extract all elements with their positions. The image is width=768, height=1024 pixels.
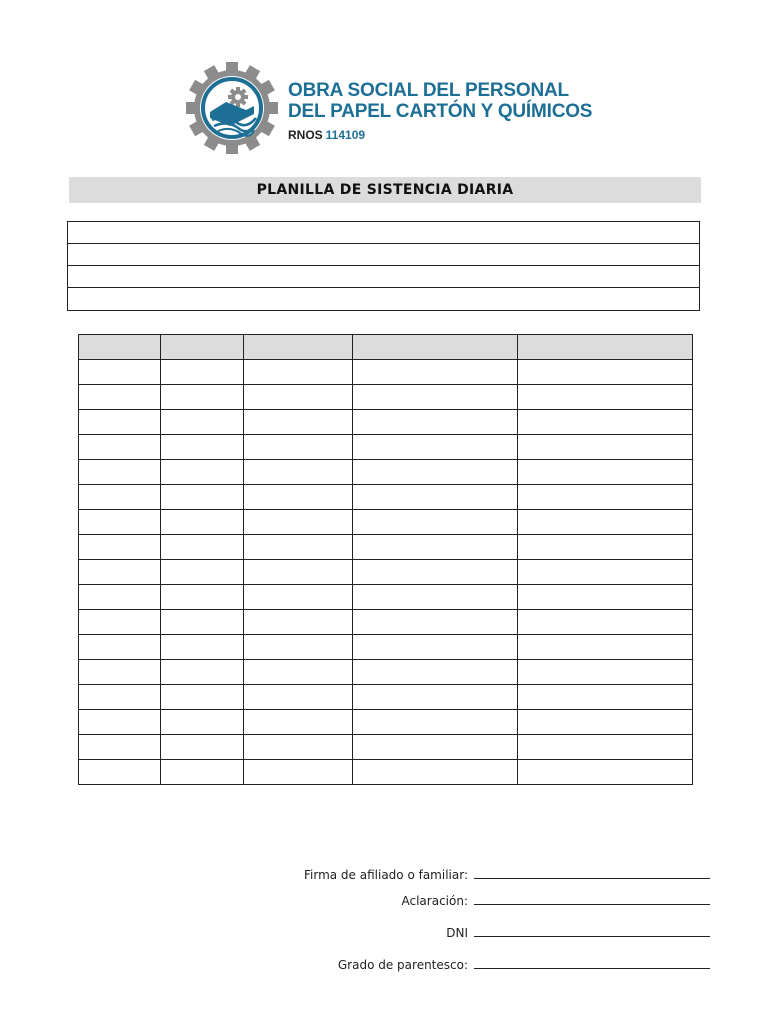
table-cell[interactable]	[518, 685, 693, 710]
rnos-registration	[288, 128, 365, 142]
table-cell[interactable]	[244, 535, 353, 560]
info-row[interactable]	[68, 266, 699, 288]
table-cell[interactable]	[353, 735, 518, 760]
table-cell[interactable]	[518, 760, 693, 785]
dni-label: DNI	[446, 926, 468, 940]
table-cell[interactable]	[353, 385, 518, 410]
table-cell[interactable]	[161, 435, 244, 460]
table-cell[interactable]	[244, 410, 353, 435]
table-row	[79, 360, 693, 385]
table-row	[79, 710, 693, 735]
organization-name-line-1: OBRA SOCIAL DEL PERSONAL	[288, 80, 569, 101]
table-cell[interactable]	[244, 610, 353, 635]
table-row	[79, 610, 693, 635]
table-cell[interactable]	[244, 385, 353, 410]
table-cell[interactable]	[79, 560, 161, 585]
table-cell[interactable]	[79, 635, 161, 660]
table-cell[interactable]	[79, 435, 161, 460]
table-cell[interactable]	[353, 485, 518, 510]
table-row	[79, 760, 693, 785]
rnos-number: 114109	[325, 128, 366, 142]
relationship-label: Grado de parentesco:	[337, 958, 468, 972]
table-row	[79, 635, 693, 660]
table-cell[interactable]	[518, 510, 693, 535]
table-cell[interactable]	[353, 410, 518, 435]
form-title: PLANILLA DE SISTENCIA DIARIA	[256, 182, 514, 198]
table-cell[interactable]	[518, 560, 693, 585]
table-cell[interactable]	[79, 385, 161, 410]
table-cell[interactable]	[161, 585, 244, 610]
table-cell[interactable]	[518, 385, 693, 410]
table-cell[interactable]	[161, 560, 244, 585]
table-cell[interactable]	[244, 585, 353, 610]
table-cell[interactable]	[79, 460, 161, 485]
table-row	[79, 535, 693, 560]
table-cell[interactable]	[518, 710, 693, 735]
table-row	[79, 410, 693, 435]
table-cell[interactable]	[161, 610, 244, 635]
table-cell[interactable]	[353, 610, 518, 635]
table-cell[interactable]	[353, 360, 518, 385]
table-cell[interactable]	[161, 710, 244, 735]
table-cell[interactable]	[79, 610, 161, 635]
table-cell[interactable]	[244, 460, 353, 485]
table-cell[interactable]	[161, 660, 244, 685]
table-row	[79, 385, 693, 410]
table-row	[79, 510, 693, 535]
table-cell[interactable]	[353, 560, 518, 585]
table-cell[interactable]	[518, 635, 693, 660]
table-row	[79, 435, 693, 460]
table-cell[interactable]	[244, 685, 353, 710]
table-cell[interactable]	[518, 735, 693, 760]
table-row	[79, 460, 693, 485]
table-cell[interactable]	[353, 535, 518, 560]
table-cell[interactable]	[518, 460, 693, 485]
table-cell[interactable]	[244, 360, 353, 385]
table-cell[interactable]	[79, 660, 161, 685]
table-cell[interactable]	[161, 760, 244, 785]
table-row	[79, 485, 693, 510]
table-cell[interactable]	[79, 710, 161, 735]
table-cell[interactable]	[518, 535, 693, 560]
table-cell[interactable]	[79, 535, 161, 560]
info-row[interactable]	[68, 222, 699, 244]
table-cell[interactable]	[518, 660, 693, 685]
form-title-bar	[69, 177, 701, 203]
table-cell[interactable]	[353, 585, 518, 610]
organization-name-line-2: DEL PAPEL CARTÓN Y QUÍMICOS	[288, 101, 593, 122]
table-cell[interactable]	[244, 760, 353, 785]
table-cell[interactable]	[79, 735, 161, 760]
table-cell[interactable]	[161, 360, 244, 385]
table-header-cell	[518, 335, 693, 360]
dni-row	[446, 926, 710, 940]
table-header-cell	[353, 335, 518, 360]
table-cell[interactable]	[353, 660, 518, 685]
table-cell[interactable]	[79, 510, 161, 535]
table-cell[interactable]	[161, 485, 244, 510]
table-cell[interactable]	[518, 610, 693, 635]
table-cell[interactable]	[161, 535, 244, 560]
table-row	[79, 585, 693, 610]
info-box	[67, 221, 700, 311]
table-cell[interactable]	[244, 510, 353, 535]
table-cell[interactable]	[161, 735, 244, 760]
clarification-line[interactable]	[474, 903, 710, 905]
table-cell[interactable]	[244, 435, 353, 460]
table-row	[79, 560, 693, 585]
table-header-cell	[79, 335, 161, 360]
clarification-row	[402, 894, 711, 908]
relationship-row	[338, 958, 710, 972]
gear-emblem-icon	[186, 62, 278, 154]
organization-logo	[186, 62, 626, 158]
table-cell[interactable]	[518, 585, 693, 610]
table-cell[interactable]	[244, 560, 353, 585]
table-cell[interactable]	[518, 360, 693, 385]
table-cell[interactable]	[79, 585, 161, 610]
table-cell[interactable]	[161, 460, 244, 485]
table-cell[interactable]	[353, 635, 518, 660]
table-row	[79, 735, 693, 760]
affiliate-signature-label: Firma de afiliado o familiar:	[303, 868, 468, 882]
table-cell[interactable]	[244, 735, 353, 760]
table-header-cell	[161, 335, 244, 360]
attendance-table-body	[79, 360, 693, 785]
table-cell[interactable]	[353, 460, 518, 485]
affiliate-signature-row	[304, 868, 710, 882]
table-header-cell	[244, 335, 353, 360]
table-cell[interactable]	[161, 385, 244, 410]
table-cell[interactable]	[353, 760, 518, 785]
table-cell[interactable]	[244, 635, 353, 660]
table-cell[interactable]	[353, 510, 518, 535]
table-cell[interactable]	[79, 685, 161, 710]
table-header-row	[79, 335, 693, 360]
info-row[interactable]	[68, 244, 699, 266]
relationship-line[interactable]	[474, 967, 710, 969]
table-cell[interactable]	[79, 760, 161, 785]
table-cell[interactable]	[244, 485, 353, 510]
table-cell[interactable]	[244, 660, 353, 685]
dni-line[interactable]	[474, 935, 710, 937]
clarification-label: Aclaración:	[401, 894, 468, 908]
info-row[interactable]	[68, 288, 699, 310]
table-cell[interactable]	[518, 485, 693, 510]
table-cell[interactable]	[79, 360, 161, 385]
table-cell[interactable]	[161, 635, 244, 660]
table-cell[interactable]	[353, 435, 518, 460]
table-row	[79, 685, 693, 710]
organization-name	[288, 80, 628, 122]
table-cell[interactable]	[161, 685, 244, 710]
table-cell[interactable]	[353, 710, 518, 735]
table-cell[interactable]	[518, 410, 693, 435]
table-cell[interactable]	[244, 710, 353, 735]
table-row	[79, 660, 693, 685]
attendance-table	[78, 334, 693, 785]
table-cell[interactable]	[161, 510, 244, 535]
table-cell[interactable]	[79, 485, 161, 510]
table-cell[interactable]	[518, 435, 693, 460]
affiliate-signature-line[interactable]	[474, 877, 710, 879]
table-cell[interactable]	[353, 685, 518, 710]
rnos-label: RNOS	[288, 128, 323, 142]
table-cell[interactable]	[79, 410, 161, 435]
table-cell[interactable]	[161, 410, 244, 435]
